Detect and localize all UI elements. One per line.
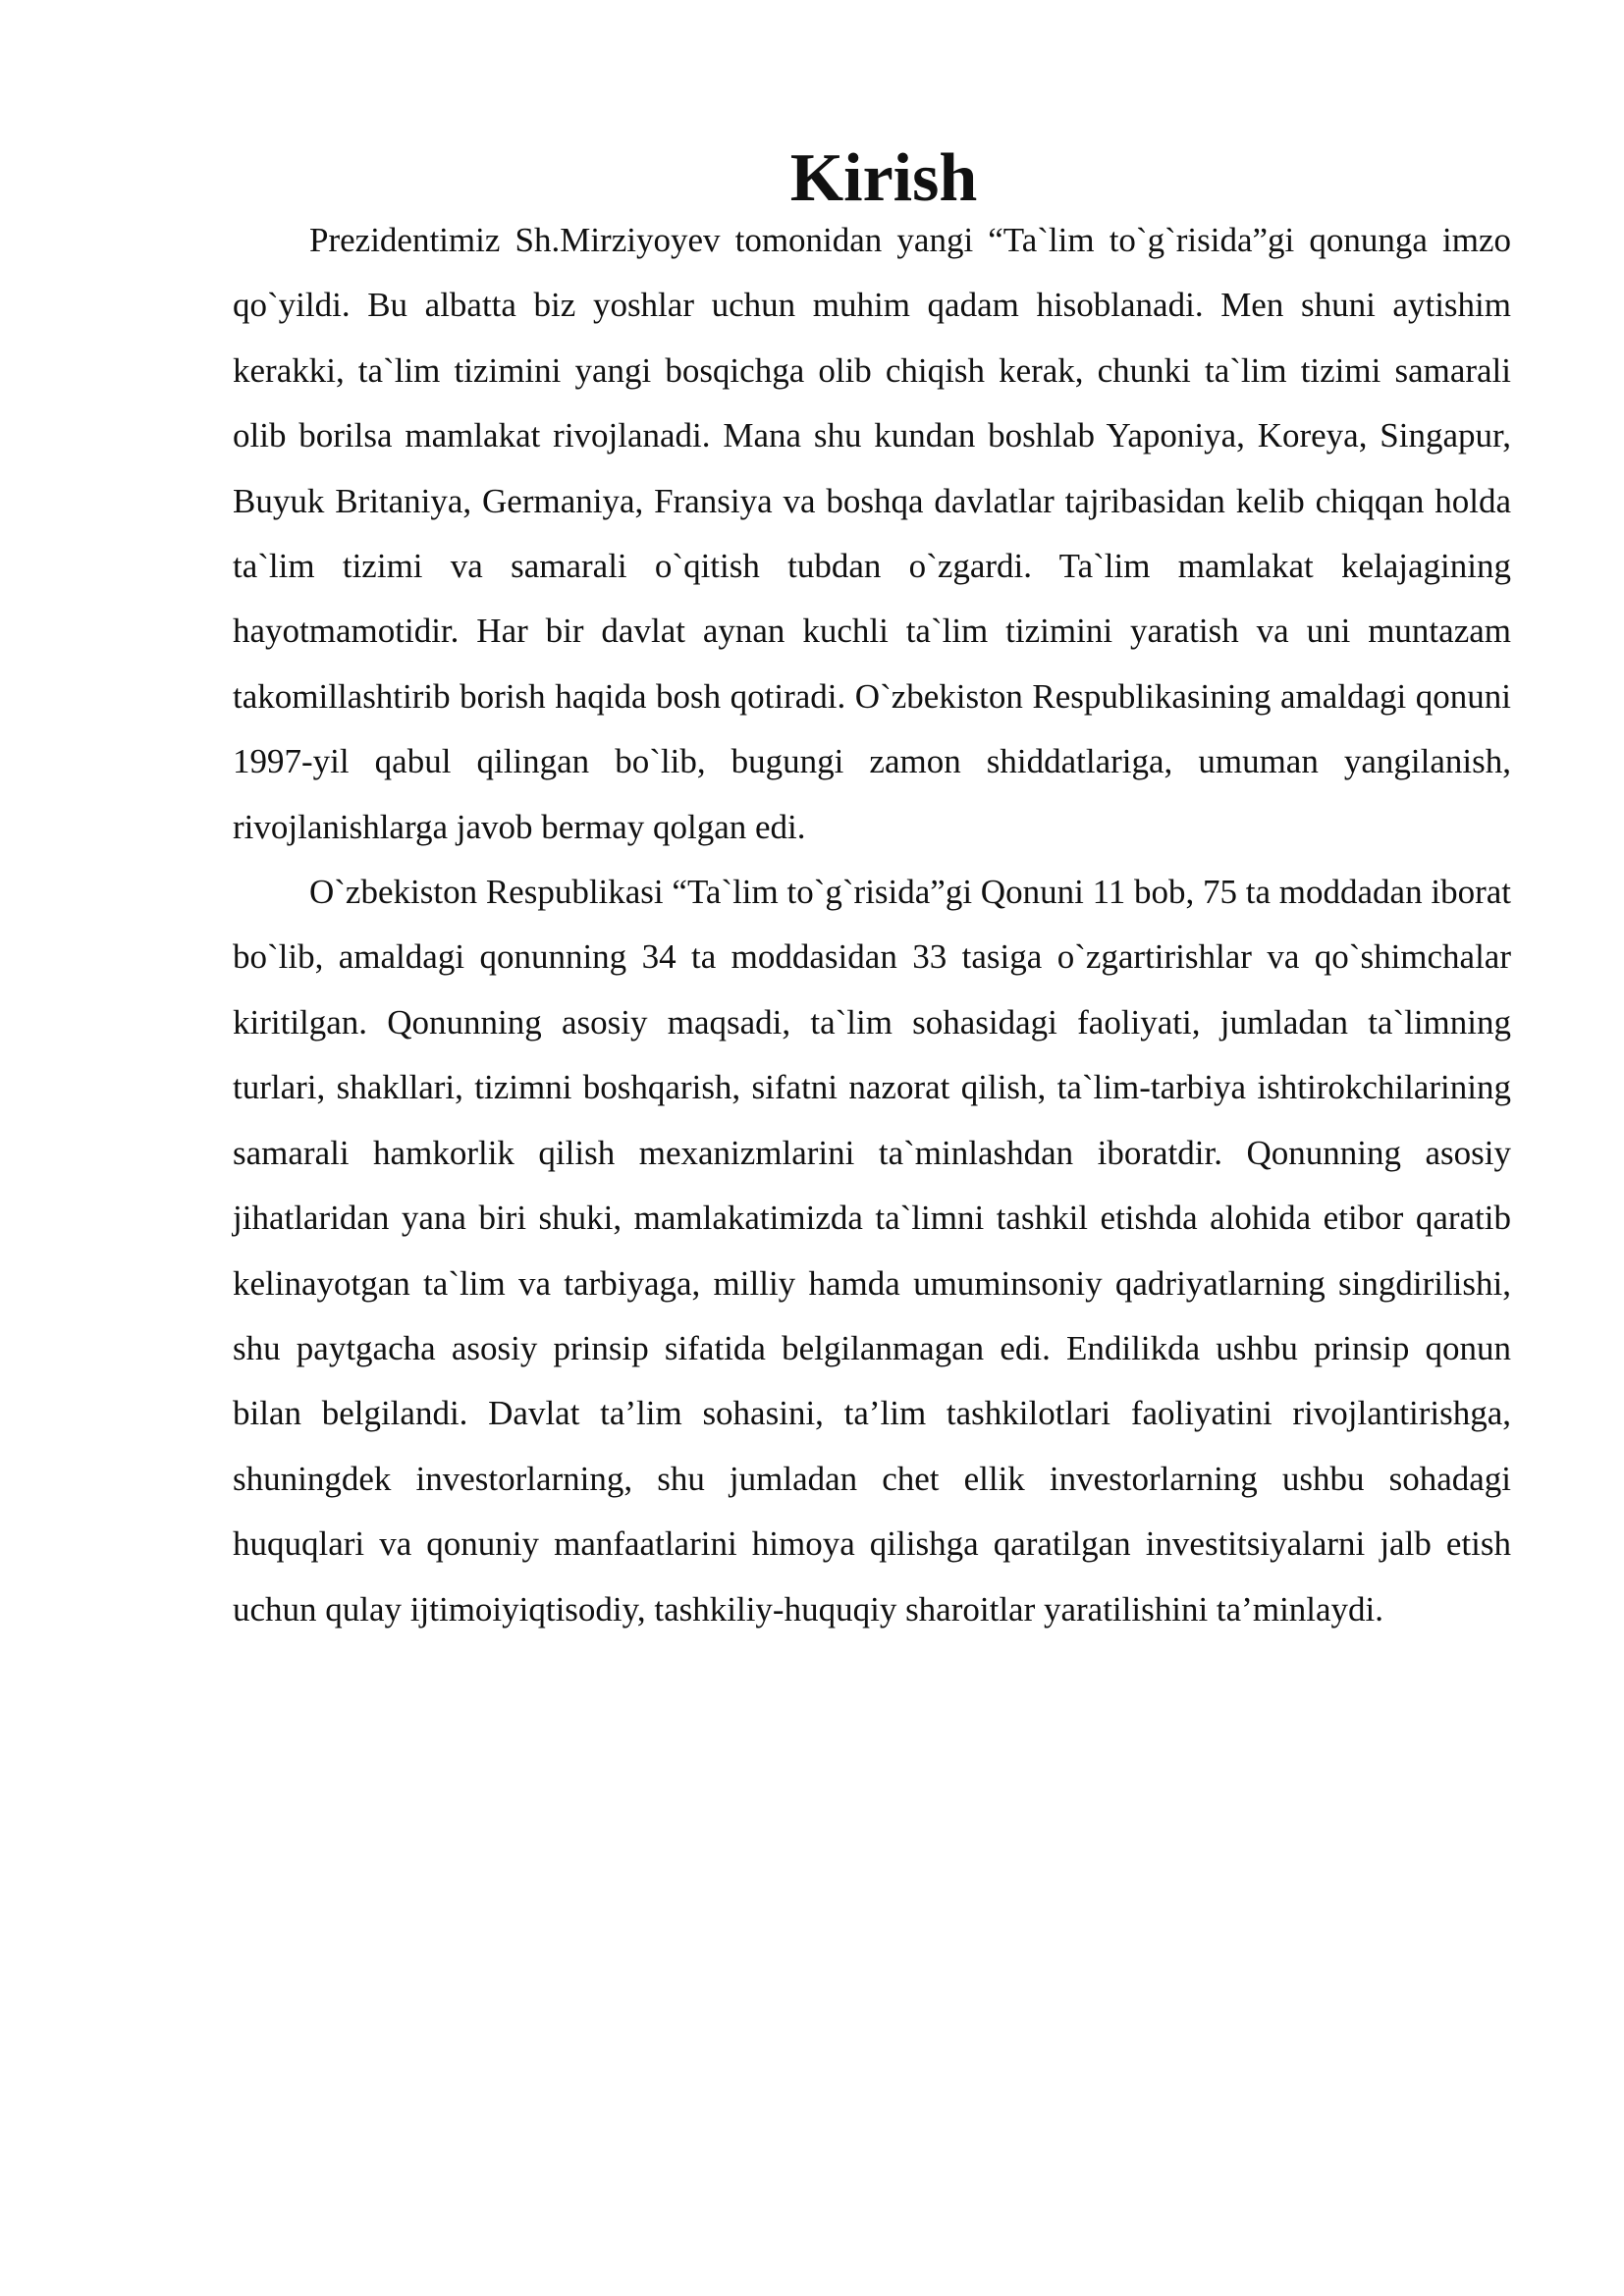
document-title: Kirish: [789, 140, 978, 216]
paragraph-1: Prezidentimiz Sh.Mirziyoyev tomonidan yangi “Ta`lim to`g`risida”gi qonunga imzo qo`yildi. Bu albatta biz yoshlar uchun muhim qadam hisoblanadi. Men shuni aytishim kerakki, ta`lim tizimini yangi bosqichga olib chiqish kerak, chunki ta`lim tizimi samarali olib borilsa mamlakat rivojlanadi. Mana shu kundan boshlab Yaponiya, Koreya, Singapur, Buyuk Britaniya, Germaniya, Fransiya va boshqa davlatlar tajribasidan kelib chiqqan holda ta`lim tizimi va samarali o`qitish tubdan o`zgardi. Ta`lim mamlakat kelajagining hayotmamotidir. Har bir davlat aynan kuchli ta`lim tizimini yaratish va uni muntazam takomillashtirib borish haqida bosh qotiradi. O`zbekiston Respublikasining amaldagi qonuni 1997-yil qabul qilingan bo`lib, bugungi zamon shiddatlariga, umuman yangilanish, rivojlanishlarga javob bermay qolgan edi.: [233, 221, 1511, 846]
document-body: [233, 140, 1511, 1642]
paragraph-2: O`zbekiston Respublikasi “Ta`lim to`g`risida”gi Qonuni 11 bob, 75 ta moddadan iborat bo`lib, amaldagi qonunning 34 ta moddasidan 33 tasiga o`zgartirishlar va qo`shimchalar kiritilgan. Qonunning asosiy maqsadi, ta`lim sohasidagi faoliyati, jumladan ta`limning turlari, shakllari, tizimni boshqarish, sifatni nazorat qilish, ta`lim-tarbiya ishtirokchilarining samarali hamkorlik qilish mexanizmlarini ta`minlashdan iboratdir. Qonunning asosiy jihatlaridan yana biri shuki, mamlakatimizda ta`limni tashkil etishda alohida etibor qaratib kelinayotgan ta`lim va tarbiyaga, milliy hamda umuminsoniy qadriyatlarning singdirilishi, shu paytgacha asosiy prinsip sifatida belgilanmagan edi. Endilikda ushbu prinsip qonun bilan belgilandi. Davlat ta’lim sohasini, ta’lim tashkilotlari faoliyatini rivojlantirishga, shuningdek investorlarning, shu jumladan chet ellik investorlarning ushbu sohadagi huquqlari va qonuniy manfaatlarini himoya qilishga qaratilgan investitsiyalarni jalb etish uchun qulay ijtimoiyiqtisodiy, tashkiliy-huquqiy sharoitlar yaratilishini ta’minlaydi.: [233, 873, 1511, 1629]
